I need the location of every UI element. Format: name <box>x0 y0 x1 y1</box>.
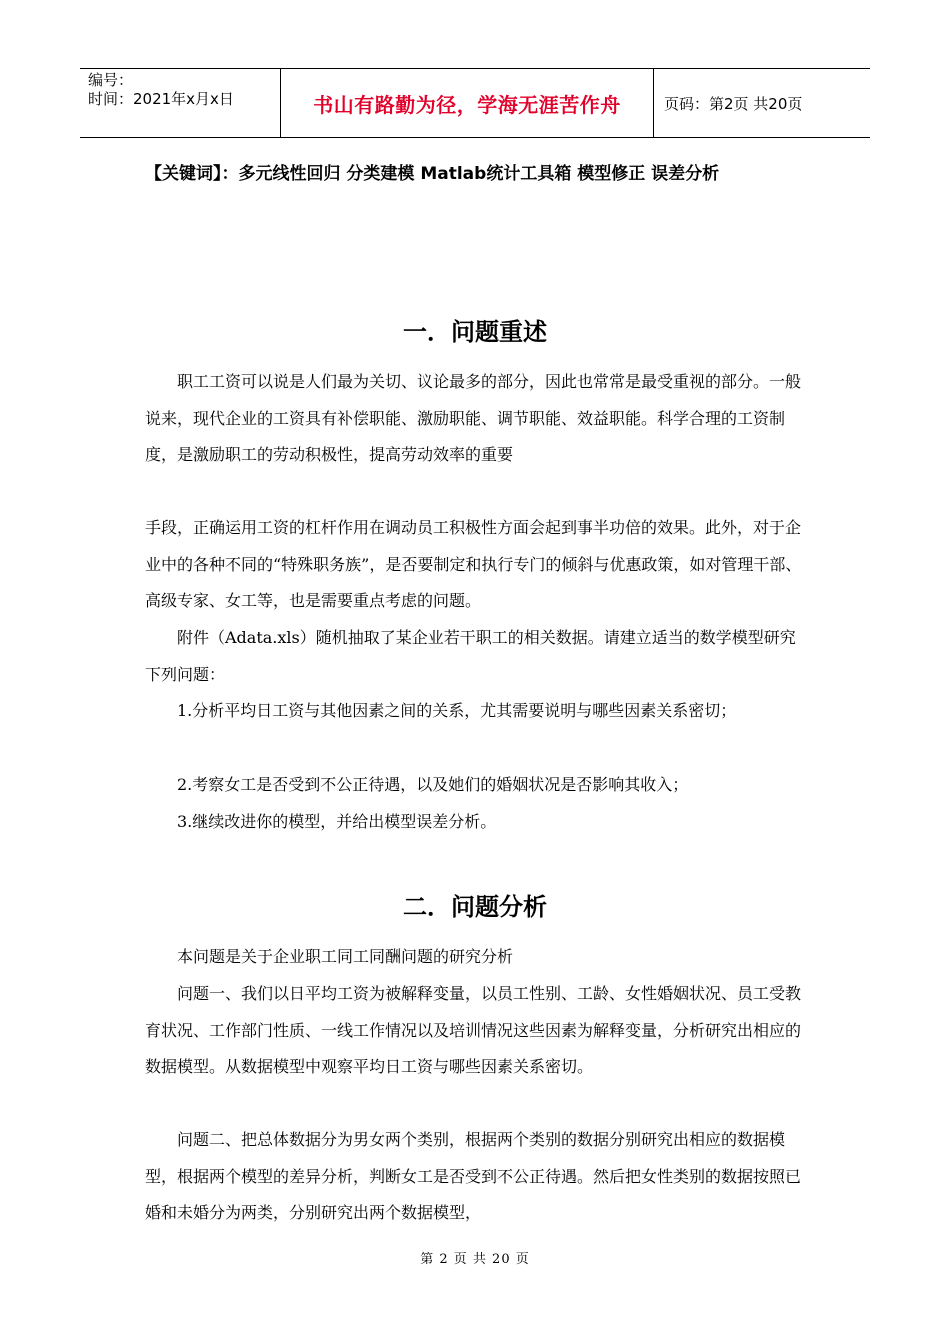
section-title-problem-restatement: 一．问题重述 <box>403 318 547 346</box>
question-item: 2.考察女工是否受到不公正待遇，以及她们的婚姻状况是否影响其收入； <box>177 775 689 794</box>
paragraph: 本问题是关于企业职工同工同酬问题的研究分析 <box>177 947 514 966</box>
question-item: 1.分析平均日工资与其他因素之间的关系，尤其需要说明与哪些因素关系密切； <box>177 701 737 720</box>
paragraph: 问题二、把总体数据分为男女两个类别，根据两个类别的数据分别研究出相应的数据模型，根据两个模型的差异分析，判断女工是否受到不公正待遇。然后把女性类别的数据按照已婚和未婚分为两类，分别研究出两个数据模型， <box>145 1130 802 1222</box>
number-label: 编号： <box>88 71 134 89</box>
header-meta <box>80 69 281 137</box>
header-page-info: 页码：第2页 共20页 <box>664 94 803 113</box>
keywords-line: 【关键词】：多元线性回归 分类建模 Matlab统计工具箱 模型修正 误差分析 <box>145 164 720 184</box>
paragraph: 附件（Adata.xls）随机抽取了某企业若干职工的相关数据。请建立适当的数学模型研究下列问题： <box>145 628 796 684</box>
header-motto: 书山有路勤为径，学海无涯苦作舟 <box>281 69 654 137</box>
paragraph: 职工工资可以说是人们最为关切、议论最多的部分，因此也常常是最受重视的部分。一般说来，现代企业的工资具有补偿职能、激励职能、调节职能、效益职能。科学合理的工资制度，是激励职工的劳动积极性，提高劳动效率的重要 <box>145 372 802 464</box>
page-header <box>80 68 870 138</box>
question-item: 3.继续改进你的模型，并给出模型误差分析。 <box>177 812 497 831</box>
section-title-problem-analysis: 二．问题分析 <box>403 893 547 921</box>
page-footer: 第 2 页 共 20 页 <box>420 1252 530 1267</box>
time-label: 时间：2021年x月x日 <box>88 90 234 108</box>
paragraph: 问题一、我们以日平均工资为被解释变量，以员工性别、工龄、女性婚姻状况、员工受教育状况、工作部门性质、一线工作情况以及培训情况这些因素为解释变量，分析研究出相应的数据模型。从数据模型中观察平均日工资与哪些因素关系密切。 <box>145 984 802 1076</box>
paragraph: 手段，正确运用工资的杠杆作用在调动员工积极性方面会起到事半功倍的效果。此外，对于企业中的各种不同的“特殊职务族”，是否要制定和执行专门的倾斜与优惠政策，如对管理干部、高级专家、女工等，也是需要重点考虑的问题。 <box>145 518 802 610</box>
